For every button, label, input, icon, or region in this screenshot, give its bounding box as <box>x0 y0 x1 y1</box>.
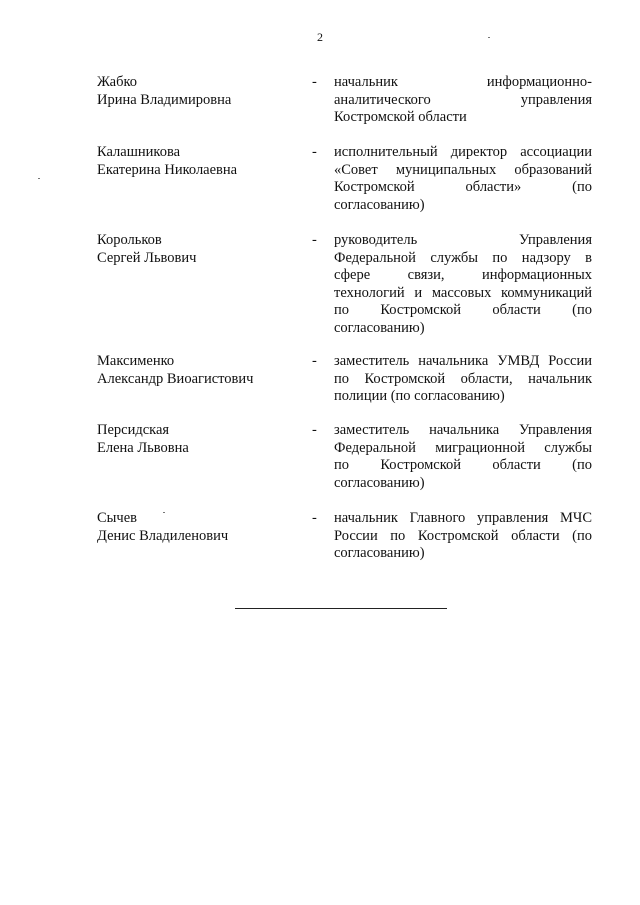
member-position <box>334 144 592 214</box>
position-line: начальник Главного управления МЧС <box>334 510 592 526</box>
member-surname: Жабко <box>97 74 138 90</box>
dash-separator: - <box>312 232 317 248</box>
member-surname: Корольков <box>97 232 162 248</box>
position-line: согласованию) <box>334 474 425 491</box>
member-name <box>97 144 297 179</box>
position-line: Костромской области <box>334 109 467 125</box>
member-name <box>97 422 297 457</box>
member-name <box>97 510 297 545</box>
member-given-names: Екатерина Николаевна <box>97 161 238 178</box>
position-line: по Костромской области (по <box>334 302 592 318</box>
member-given-names: Ирина Владимировна <box>97 91 232 108</box>
position-line: по Костромской области (по <box>334 457 592 473</box>
position-line: согласованию) <box>334 319 425 336</box>
member-name <box>97 353 297 388</box>
page-number: 2 <box>317 30 323 44</box>
position-line: Федеральной службы по надзору в <box>334 249 592 266</box>
position-line: аналитического управления <box>334 91 592 108</box>
position-line: технологий и массовых коммуникаций <box>334 284 592 301</box>
member-surname: Сычев <box>97 510 137 526</box>
member-name <box>97 74 297 109</box>
position-line: полиции (по согласованию) <box>334 388 505 404</box>
member-name <box>97 232 297 267</box>
position-line: Федеральной миграционной службы <box>334 439 592 456</box>
member-given-names: Александр Виоагистович <box>97 370 254 387</box>
dash-separator: - <box>312 144 317 160</box>
scan-speck <box>38 178 40 179</box>
position-line: «Совет муниципальных образований <box>334 161 592 178</box>
member-surname: Калашникова <box>97 144 181 160</box>
dash-separator: - <box>312 74 317 90</box>
position-line: начальник информационно- <box>334 74 592 90</box>
member-position <box>334 510 592 563</box>
dash-separator: - <box>312 510 317 526</box>
member-given-names: Денис Владиленович <box>97 527 229 544</box>
position-line: сфере связи, информационных <box>334 267 592 283</box>
position-line: России по Костромской области (по <box>334 527 592 544</box>
member-given-names: Сергей Львович <box>97 249 197 266</box>
dash-separator: - <box>312 422 317 438</box>
member-position <box>334 353 592 406</box>
position-line: согласованию) <box>334 545 425 561</box>
position-line: исполнительный директор ассоциации <box>334 144 592 160</box>
scan-speck <box>488 37 490 38</box>
member-position <box>334 422 592 492</box>
scan-speck <box>163 512 165 513</box>
position-line: согласованию) <box>334 196 425 213</box>
member-surname: Персидская <box>97 422 170 438</box>
closing-rule <box>235 608 447 609</box>
member-surname: Максименко <box>97 353 175 369</box>
position-line: заместитель начальника Управления <box>334 422 592 438</box>
member-position <box>334 74 592 127</box>
position-line: по Костромской области, начальник <box>334 370 592 387</box>
dash-separator: - <box>312 353 317 369</box>
position-line: заместитель начальника УМВД России <box>334 353 592 369</box>
position-line: руководитель Управления <box>334 232 592 248</box>
member-position <box>334 232 592 337</box>
member-given-names: Елена Львовна <box>97 439 189 456</box>
position-line: Костромской области» (по <box>334 179 592 195</box>
